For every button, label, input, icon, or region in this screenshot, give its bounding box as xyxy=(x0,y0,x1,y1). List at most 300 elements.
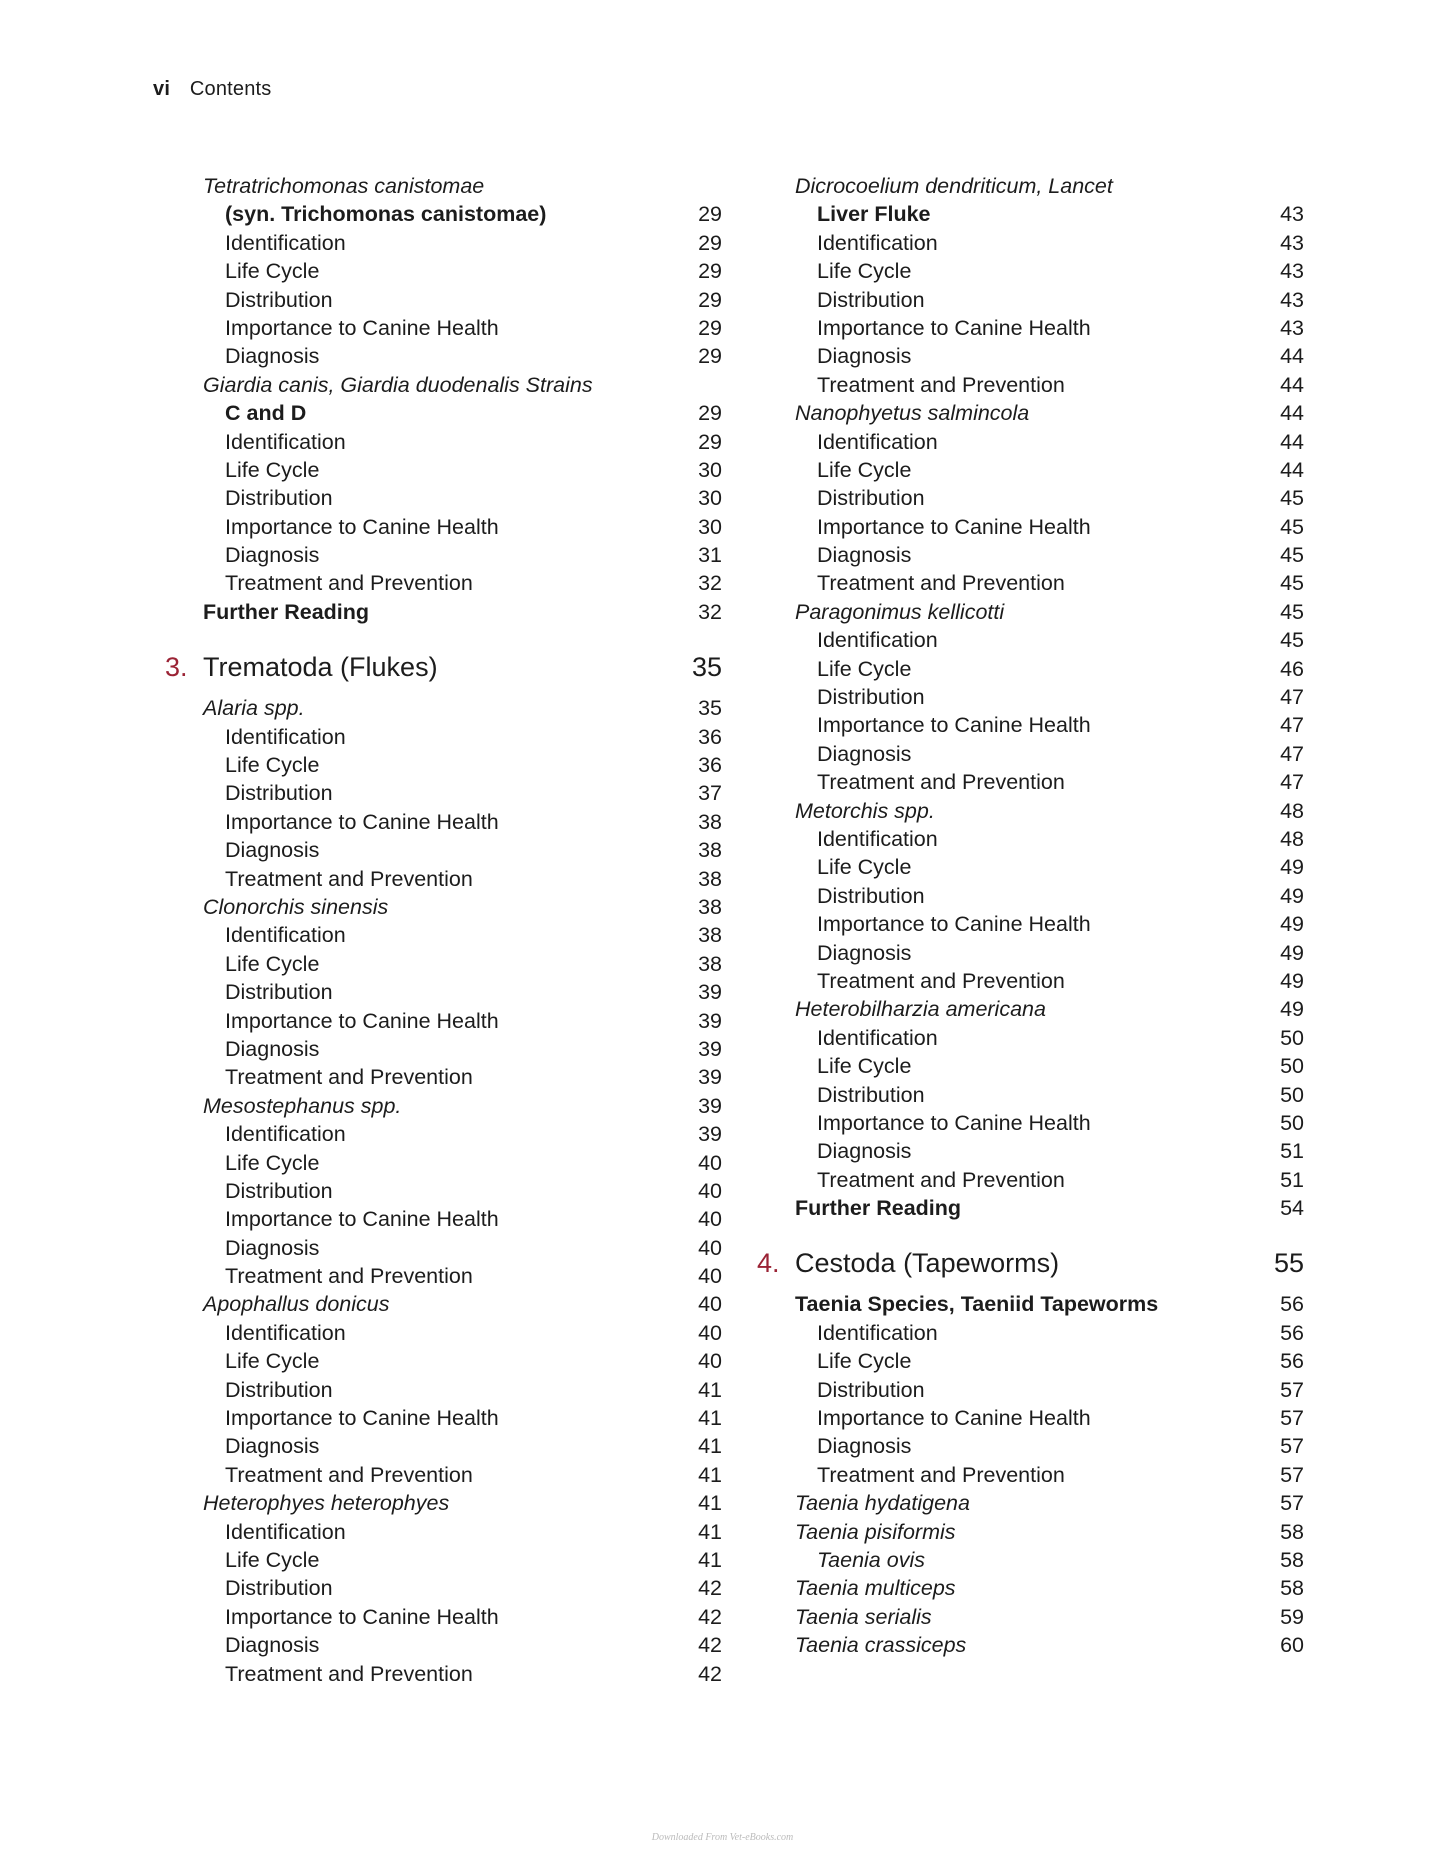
toc-entry-label: Diagnosis xyxy=(225,1633,320,1658)
toc-entry-label: Identification xyxy=(817,826,938,851)
toc-entry[interactable] xyxy=(754,797,1304,825)
toc-entry[interactable] xyxy=(162,286,722,314)
toc-entry-page: 56 xyxy=(1280,1349,1304,1374)
toc-entry[interactable] xyxy=(162,428,722,456)
toc-entry-label: Life Cycle xyxy=(817,1054,912,1079)
toc-entry-page: 36 xyxy=(698,724,722,749)
toc-entry-page: 47 xyxy=(1280,685,1304,710)
toc-entry-label: Taenia pisiformis xyxy=(795,1519,956,1544)
toc-entry[interactable] xyxy=(754,1631,1304,1659)
toc-entry-page: 43 xyxy=(1280,202,1304,227)
toc-entry[interactable] xyxy=(162,779,722,807)
toc-entry[interactable] xyxy=(162,978,722,1006)
toc-entry[interactable] xyxy=(162,314,722,342)
toc-entry-page: 55 xyxy=(1273,1248,1304,1279)
toc-entry-label: Distribution xyxy=(225,1178,333,1203)
toc-entry[interactable] xyxy=(754,1319,1304,1347)
toc-entry-label: Identification xyxy=(225,1519,346,1544)
toc-entry[interactable] xyxy=(754,229,1304,257)
toc-entry[interactable] xyxy=(754,1489,1304,1517)
toc-entry[interactable] xyxy=(754,740,1304,768)
toc-entry-page: 39 xyxy=(698,1065,722,1090)
toc-entry-page: 45 xyxy=(1280,514,1304,539)
toc-entry-page: 45 xyxy=(1280,628,1304,653)
toc-entry[interactable] xyxy=(162,808,722,836)
toc-entry-label: Life Cycle xyxy=(817,457,912,482)
toc-entry-page: 41 xyxy=(698,1406,722,1431)
toc-entry[interactable] xyxy=(162,1092,722,1120)
toc-entry-page: 45 xyxy=(1280,599,1304,624)
toc-entry[interactable] xyxy=(754,172,1304,200)
toc-entry[interactable] xyxy=(162,1631,722,1659)
toc-entry-label: Importance to Canine Health xyxy=(225,514,499,539)
toc-entry-page: 29 xyxy=(698,230,722,255)
toc-entry-page: 43 xyxy=(1280,230,1304,255)
toc-entry[interactable] xyxy=(162,1489,722,1517)
toc-entry[interactable] xyxy=(754,371,1304,399)
toc-entry-label: Identification xyxy=(225,724,346,749)
toc-entry-label: Metorchis spp. xyxy=(795,798,935,823)
toc-entry[interactable] xyxy=(162,921,722,949)
toc-entry-page: 60 xyxy=(1280,1633,1304,1658)
toc-entry[interactable] xyxy=(162,865,722,893)
toc-entry[interactable] xyxy=(162,1461,722,1489)
toc-entry-label: Treatment and Prevention xyxy=(225,1264,473,1289)
toc-entry[interactable] xyxy=(754,342,1304,370)
toc-entry[interactable] xyxy=(754,768,1304,796)
toc-entry[interactable] xyxy=(162,257,722,285)
toc-entry[interactable] xyxy=(162,1518,722,1546)
toc-entry-label: Identification xyxy=(817,230,938,255)
toc-entry-page: 46 xyxy=(1280,656,1304,681)
toc-entry[interactable] xyxy=(754,399,1304,427)
toc-entry-page: 59 xyxy=(1280,1604,1304,1629)
toc-entry[interactable] xyxy=(754,939,1304,967)
toc-entry-label: Treatment and Prevention xyxy=(225,1462,473,1487)
toc-entry[interactable] xyxy=(162,1546,722,1574)
toc-entry-label: Distribution xyxy=(817,1082,925,1107)
running-title: Contents xyxy=(189,78,272,100)
toc-entry-label: Treatment and Prevention xyxy=(817,770,1065,795)
toc-entry-label: Life Cycle xyxy=(225,951,320,976)
toc-entry-label: Tetratrichomonas canistomae xyxy=(203,174,485,198)
toc-entry[interactable] xyxy=(754,1404,1304,1432)
toc-entry[interactable] xyxy=(754,1603,1304,1631)
toc-entry[interactable] xyxy=(754,1574,1304,1602)
toc-entry-label: Diagnosis xyxy=(225,1235,320,1260)
toc-entry[interactable] xyxy=(754,1347,1304,1375)
toc-entry-page: 40 xyxy=(698,1349,722,1374)
toc-entry-page: 41 xyxy=(698,1547,722,1572)
toc-entry-label: Treatment and Prevention xyxy=(225,1065,473,1090)
toc-entry-label: Taenia multiceps xyxy=(795,1576,956,1601)
toc-entry-page: 35 xyxy=(698,696,722,721)
toc-entry-label: Identification xyxy=(817,1025,938,1050)
toc-entry-page: 57 xyxy=(1280,1462,1304,1487)
toc-entry[interactable] xyxy=(754,428,1304,456)
toc-entry[interactable] xyxy=(754,655,1304,683)
toc-entry-label: Identification xyxy=(817,628,938,653)
toc-entry[interactable] xyxy=(754,541,1304,569)
toc-entry-label: Treatment and Prevention xyxy=(817,372,1065,397)
toc-entry-page: 38 xyxy=(698,923,722,948)
toc-entry[interactable] xyxy=(162,1660,722,1688)
toc-entry-label: Importance to Canine Health xyxy=(225,1604,499,1629)
toc-entry-label: Taenia crassiceps xyxy=(795,1633,967,1658)
toc-entry-page: 44 xyxy=(1280,429,1304,454)
toc-entry-label: Life Cycle xyxy=(225,1547,320,1572)
toc-entry-label: Importance to Canine Health xyxy=(225,315,499,340)
toc-entry-label: Life Cycle xyxy=(225,753,320,778)
toc-entry[interactable] xyxy=(162,694,722,722)
toc-entry-label: C and D xyxy=(225,401,307,426)
toc-entry-label: Heterobilharzia americana xyxy=(795,997,1046,1022)
toc-entry[interactable] xyxy=(754,626,1304,654)
toc-entry[interactable] xyxy=(162,342,722,370)
toc-entry-page: 56 xyxy=(1280,1292,1304,1317)
toc-entry-label: Identification xyxy=(225,429,346,454)
toc-entry-label: Dicrocoelium dendriticum, Lancet xyxy=(795,174,1113,198)
toc-entry-label: Distribution xyxy=(817,1377,925,1402)
toc-entry[interactable] xyxy=(754,683,1304,711)
toc-entry-page: 45 xyxy=(1280,486,1304,511)
toc-entry[interactable] xyxy=(754,1546,1304,1574)
download-watermark: Downloaded From Vet-eBooks.com xyxy=(651,1832,794,1843)
toc-entry-page: 40 xyxy=(698,1292,722,1317)
toc-entry[interactable] xyxy=(754,1518,1304,1546)
toc-entry-label: Life Cycle xyxy=(225,457,320,482)
toc-entry[interactable] xyxy=(162,1404,722,1432)
toc-entry[interactable] xyxy=(162,399,722,427)
toc-entry-label: Diagnosis xyxy=(225,838,320,863)
toc-entry[interactable] xyxy=(754,314,1304,342)
toc-entry[interactable] xyxy=(162,1603,722,1631)
toc-entry-page: 31 xyxy=(698,543,722,568)
toc-entry-label: Life Cycle xyxy=(817,855,912,880)
toc-entry[interactable] xyxy=(162,598,722,626)
toc-entry[interactable] xyxy=(754,569,1304,597)
toc-entry[interactable] xyxy=(162,1376,722,1404)
toc-entry-label: Treatment and Prevention xyxy=(225,866,473,891)
toc-entry-label: Giardia canis, Giardia duodenalis Strains xyxy=(203,372,593,397)
toc-entry[interactable] xyxy=(754,484,1304,512)
toc-entry-page: 47 xyxy=(1280,713,1304,738)
toc-entry-label: Distribution xyxy=(817,685,925,710)
toc-entry-page: 42 xyxy=(698,1661,722,1686)
toc-entry-page: 38 xyxy=(698,866,722,891)
toc-entry[interactable] xyxy=(162,1234,722,1262)
toc-entry-label: Distribution xyxy=(817,883,925,908)
toc-entry-label: Diagnosis xyxy=(817,1434,912,1459)
toc-entry-page: 35 xyxy=(691,652,722,683)
toc-entry[interactable] xyxy=(754,853,1304,881)
toc-entry[interactable] xyxy=(162,371,722,399)
toc-entry[interactable] xyxy=(162,1177,722,1205)
toc-entry-page: 48 xyxy=(1280,826,1304,851)
toc-entry-page: 57 xyxy=(1280,1434,1304,1459)
toc-entry-label: Diagnosis xyxy=(817,344,912,369)
toc-entry[interactable] xyxy=(754,1081,1304,1109)
toc-entry-page: 44 xyxy=(1280,372,1304,397)
toc-entry-label: Mesostephanus spp. xyxy=(203,1093,402,1118)
toc-entry[interactable] xyxy=(162,569,722,597)
toc-entry-page: 29 xyxy=(698,429,722,454)
toc-entry-page: 44 xyxy=(1280,457,1304,482)
toc-entry-label: Nanophyetus salmincola xyxy=(795,401,1030,426)
toc-entry-label: Importance to Canine Health xyxy=(225,809,499,834)
toc-entry-label: Diagnosis xyxy=(225,344,320,369)
toc-entry-page: 41 xyxy=(698,1491,722,1516)
toc-entry[interactable] xyxy=(754,1052,1304,1080)
toc-entry-page: 41 xyxy=(698,1519,722,1544)
toc-entry[interactable] xyxy=(162,1149,722,1177)
toc-entry[interactable] xyxy=(162,229,722,257)
toc-entry-label: Diagnosis xyxy=(817,741,912,766)
toc-entry-page: 38 xyxy=(698,838,722,863)
toc-entry-label: Distribution xyxy=(225,1377,333,1402)
toc-entry-label: Heterophyes heterophyes xyxy=(203,1491,450,1516)
toc-entry-label: Importance to Canine Health xyxy=(817,315,1091,340)
toc-entry[interactable] xyxy=(162,950,722,978)
toc-entry-page: 29 xyxy=(698,259,722,284)
toc-entry-label: Life Cycle xyxy=(817,656,912,681)
toc-entry[interactable] xyxy=(162,1035,722,1063)
toc-entry-page: 40 xyxy=(698,1150,722,1175)
toc-entry-page: 44 xyxy=(1280,401,1304,426)
toc-entry-page: 29 xyxy=(698,315,722,340)
toc-entry-label: Clonorchis sinensis xyxy=(203,894,389,919)
toc-entry-page: 30 xyxy=(698,514,722,539)
toc-entry-page: 38 xyxy=(698,951,722,976)
toc-entry-label: Life Cycle xyxy=(225,1150,320,1175)
toc-entry-page: 37 xyxy=(698,781,722,806)
toc-entry-label: Paragonimus kellicotti xyxy=(795,599,1005,624)
toc-entry-label: Importance to Canine Health xyxy=(817,1110,1091,1135)
toc-entry-page: 58 xyxy=(1280,1576,1304,1601)
toc-entry-label: Diagnosis xyxy=(225,543,320,568)
toc-entry[interactable] xyxy=(754,967,1304,995)
toc-entry-label: Treatment and Prevention xyxy=(225,1661,473,1686)
toc-entry[interactable] xyxy=(162,1120,722,1148)
toc-entry-label: Taenia Species, Taeniid Tapeworms xyxy=(795,1292,1159,1317)
toc-entry[interactable] xyxy=(754,711,1304,739)
toc-entry-page: 42 xyxy=(698,1633,722,1658)
toc-entry-page: 39 xyxy=(698,1036,722,1061)
toc-entry[interactable] xyxy=(162,1290,722,1318)
toc-entry-label: Distribution xyxy=(225,1576,333,1601)
chapter-heading[interactable] xyxy=(754,1240,1304,1286)
toc-entry-page: 39 xyxy=(698,1093,722,1118)
toc-entry[interactable] xyxy=(162,836,722,864)
toc-entry-label: Life Cycle xyxy=(225,259,320,284)
toc-entry-page: 40 xyxy=(698,1320,722,1345)
toc-entry-label: Importance to Canine Health xyxy=(225,1406,499,1431)
toc-column-left xyxy=(162,172,722,1688)
toc-entry-page: 58 xyxy=(1280,1519,1304,1544)
toc-entry-label: Taenia ovis xyxy=(817,1547,925,1572)
toc-entry-page: 29 xyxy=(698,287,722,312)
toc-entry[interactable] xyxy=(754,1376,1304,1404)
toc-entry[interactable] xyxy=(162,1319,722,1347)
toc-entry-page: 43 xyxy=(1280,315,1304,340)
toc-entry-label: Diagnosis xyxy=(225,1036,320,1061)
toc-entry-page: 29 xyxy=(698,344,722,369)
toc-entry-label: Treatment and Prevention xyxy=(817,1167,1065,1192)
toc-entry[interactable] xyxy=(162,1063,722,1091)
toc-entry[interactable] xyxy=(754,910,1304,938)
toc-entry-label: Diagnosis xyxy=(817,940,912,965)
toc-entry-page: 57 xyxy=(1280,1377,1304,1402)
toc-entry-label: Importance to Canine Health xyxy=(817,1406,1091,1431)
toc-entry[interactable] xyxy=(162,541,722,569)
toc-entry-page: 49 xyxy=(1280,855,1304,880)
toc-entry-page: 51 xyxy=(1280,1139,1304,1164)
toc-entry-label: Identification xyxy=(225,1122,346,1147)
toc-entry-label: Liver Fluke xyxy=(817,202,931,227)
toc-entry[interactable] xyxy=(754,513,1304,541)
toc-entry-page: 58 xyxy=(1280,1547,1304,1572)
toc-entry-page: 50 xyxy=(1280,1025,1304,1050)
toc-entry-label: Alaria spp. xyxy=(203,696,305,721)
toc-entry-page: 41 xyxy=(698,1434,722,1459)
toc-entry-page: 50 xyxy=(1280,1110,1304,1135)
toc-entry[interactable] xyxy=(162,1432,722,1460)
toc-entry-label: Further Reading xyxy=(795,1196,962,1221)
toc-entry[interactable] xyxy=(162,1007,722,1035)
toc-entry-page: 43 xyxy=(1280,287,1304,312)
toc-entry[interactable] xyxy=(754,1024,1304,1052)
toc-entry[interactable] xyxy=(754,456,1304,484)
toc-entry[interactable] xyxy=(754,1166,1304,1194)
toc-entry[interactable] xyxy=(162,200,722,228)
toc-entry-page: 50 xyxy=(1280,1054,1304,1079)
toc-entry-page: 49 xyxy=(1280,997,1304,1022)
chapter-heading[interactable] xyxy=(162,644,722,690)
toc-entry-page: 43 xyxy=(1280,259,1304,284)
toc-entry-label: (syn. Trichomonas canistomae) xyxy=(225,202,547,227)
toc-entry[interactable] xyxy=(754,1432,1304,1460)
toc-entry-page: 49 xyxy=(1280,940,1304,965)
toc-entry[interactable] xyxy=(754,1461,1304,1489)
toc-entry-page: 39 xyxy=(698,1122,722,1147)
toc-entry-page: 47 xyxy=(1280,770,1304,795)
toc-entry-label: Further Reading xyxy=(203,599,370,624)
toc-entry-page: 51 xyxy=(1280,1167,1304,1192)
running-head xyxy=(153,78,272,101)
toc-entry[interactable] xyxy=(754,1109,1304,1137)
toc-entry[interactable] xyxy=(754,995,1304,1023)
toc-entry-page: 49 xyxy=(1280,883,1304,908)
toc-entry-page: 40 xyxy=(698,1264,722,1289)
toc-entry-page: 32 xyxy=(698,599,722,624)
toc-entry[interactable] xyxy=(162,1574,722,1602)
toc-entry-label: Treatment and Prevention xyxy=(817,1462,1065,1487)
toc-entry-page: 41 xyxy=(698,1377,722,1402)
toc-entry-label: Cestoda (Tapeworms) xyxy=(795,1248,1060,1279)
toc-entry-page: 30 xyxy=(698,457,722,482)
toc-entry-label: Trematoda (Flukes) xyxy=(203,652,438,683)
toc-entry[interactable] xyxy=(162,484,722,512)
toc-entry-page: 57 xyxy=(1280,1491,1304,1516)
toc-entry[interactable] xyxy=(754,1137,1304,1165)
toc-entry[interactable] xyxy=(162,513,722,541)
toc-entry-label: Identification xyxy=(817,1320,938,1345)
toc-entry[interactable] xyxy=(162,1205,722,1233)
toc-entry-page: 47 xyxy=(1280,741,1304,766)
toc-entry-label: Distribution xyxy=(225,980,333,1005)
toc-entry-label: Treatment and Prevention xyxy=(817,571,1065,596)
toc-entry-label: Apophallus donicus xyxy=(203,1292,390,1317)
toc-entry[interactable] xyxy=(754,286,1304,314)
toc-entry[interactable] xyxy=(162,456,722,484)
toc-entry[interactable] xyxy=(162,1262,722,1290)
toc-entry-page: 45 xyxy=(1280,571,1304,596)
toc-entry[interactable] xyxy=(162,751,722,779)
toc-column-right xyxy=(754,172,1304,1660)
toc-entry-label: Distribution xyxy=(817,486,925,511)
toc-entry-page: 29 xyxy=(698,401,722,426)
toc-entry-label: Diagnosis xyxy=(817,543,912,568)
toc-entry-page: 39 xyxy=(698,980,722,1005)
toc-entry-label: Identification xyxy=(225,923,346,948)
toc-entry-label: Importance to Canine Health xyxy=(225,1008,499,1033)
toc-entry-page: 36 xyxy=(698,753,722,778)
toc-entry-page: 32 xyxy=(698,571,722,596)
toc-entry-label: Distribution xyxy=(817,287,925,312)
toc-entry[interactable] xyxy=(162,893,722,921)
toc-entry-label: Diagnosis xyxy=(817,1139,912,1164)
toc-entry[interactable] xyxy=(754,1290,1304,1318)
toc-entry[interactable] xyxy=(754,882,1304,910)
toc-entry-label: Identification xyxy=(225,1320,346,1345)
toc-entry-label: Taenia hydatigena xyxy=(795,1491,970,1516)
toc-entry-page: 39 xyxy=(698,1008,722,1033)
toc-entry[interactable] xyxy=(754,598,1304,626)
toc-entry-page: 49 xyxy=(1280,968,1304,993)
toc-entry[interactable] xyxy=(754,200,1304,228)
toc-entry[interactable] xyxy=(162,723,722,751)
toc-entry-label: Life Cycle xyxy=(817,1349,912,1374)
toc-entry-page: 45 xyxy=(1280,543,1304,568)
toc-entry-page: 30 xyxy=(698,486,722,511)
toc-entry-label: Importance to Canine Health xyxy=(817,514,1091,539)
toc-entry-label: Distribution xyxy=(225,287,333,312)
toc-entry[interactable] xyxy=(754,257,1304,285)
toc-entry-page: 41 xyxy=(698,1462,722,1487)
toc-entry-page: 40 xyxy=(698,1207,722,1232)
toc-entry[interactable] xyxy=(162,172,722,200)
toc-entry[interactable] xyxy=(754,1194,1304,1222)
toc-entry[interactable] xyxy=(754,825,1304,853)
toc-entry-page: 42 xyxy=(698,1576,722,1601)
toc-entry-label: Distribution xyxy=(225,486,333,511)
toc-entry-page: 38 xyxy=(698,809,722,834)
toc-entry-label: Treatment and Prevention xyxy=(225,571,473,596)
toc-entry-label: Life Cycle xyxy=(225,1349,320,1374)
toc-entry-label: Identification xyxy=(817,429,938,454)
toc-entry-page: 50 xyxy=(1280,1082,1304,1107)
toc-entry-label: Taenia serialis xyxy=(795,1604,932,1629)
toc-entry-label: Identification xyxy=(225,230,346,255)
toc-entry-page: 48 xyxy=(1280,798,1304,823)
toc-entry-page: 40 xyxy=(698,1178,722,1203)
toc-entry-page: 29 xyxy=(698,202,722,227)
toc-entry-label: Importance to Canine Health xyxy=(225,1207,499,1232)
toc-entry[interactable] xyxy=(162,1347,722,1375)
toc-entry-label: Importance to Canine Health xyxy=(817,912,1091,937)
toc-entry-page: 38 xyxy=(698,894,722,919)
toc-entry-page: 56 xyxy=(1280,1320,1304,1345)
